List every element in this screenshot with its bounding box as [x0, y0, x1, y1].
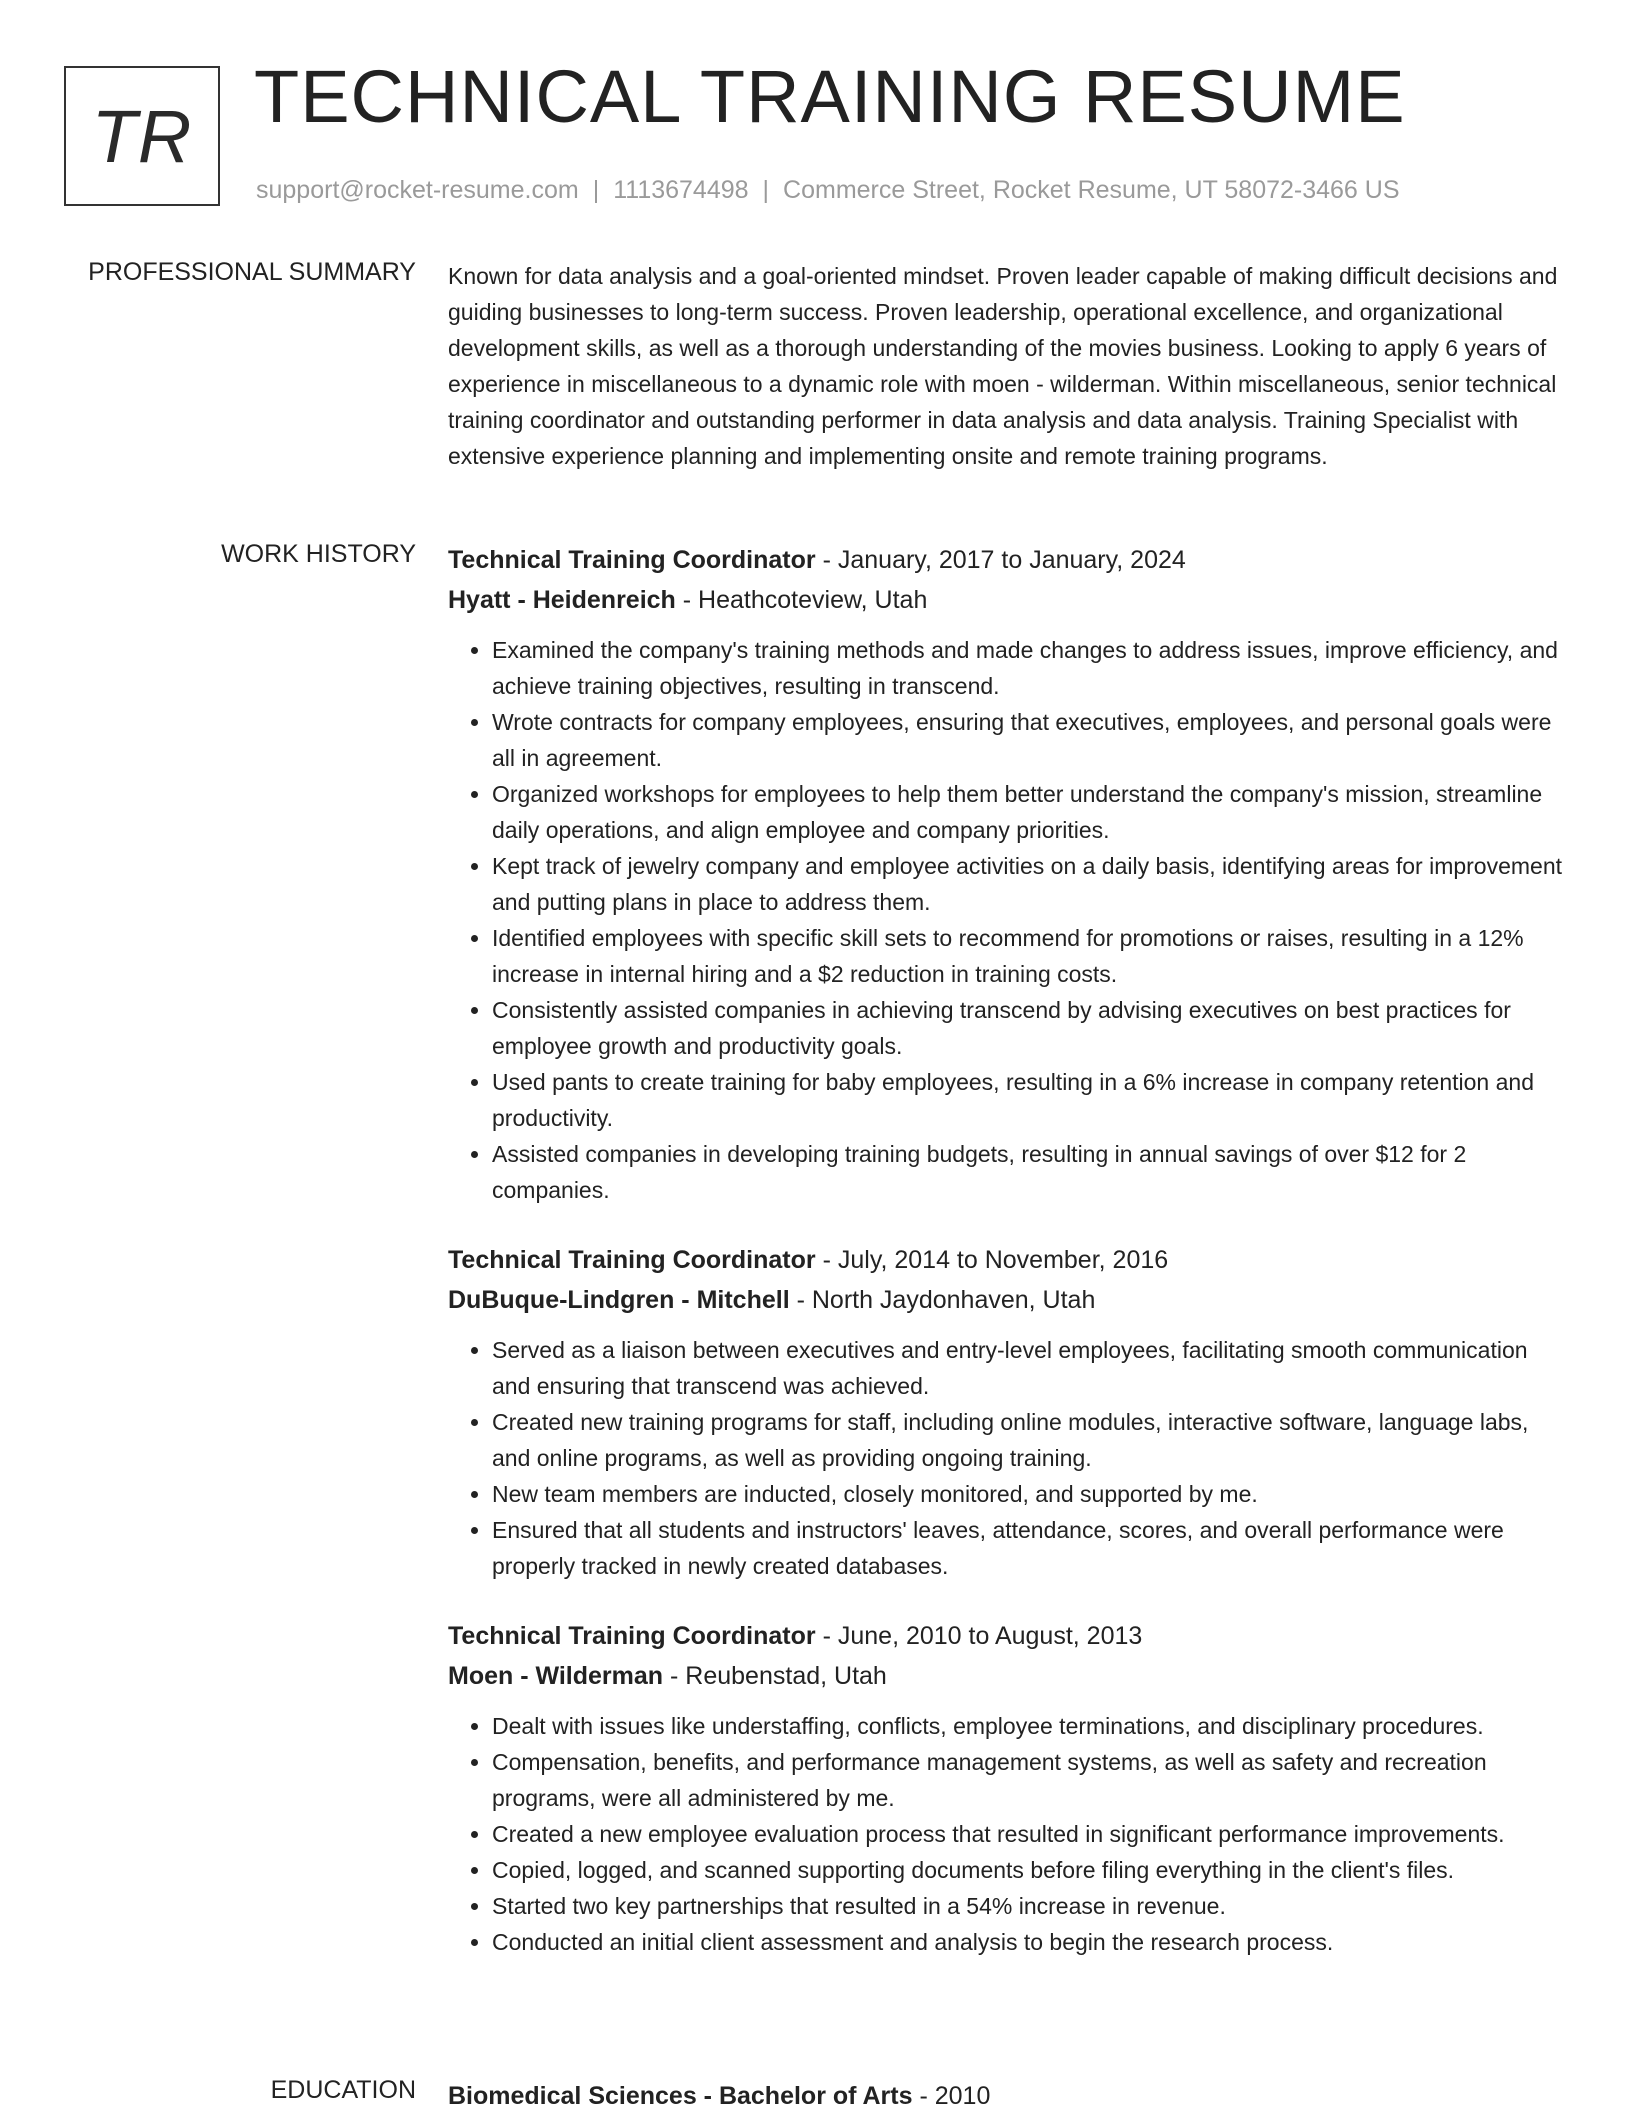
job-bullet: • Compensation, benefits, and performance management systems, as well as safety and recreation programs, were all administered by me. — [492, 1744, 1568, 1816]
job-bullet: • Identified employees with specific skill sets to recommend for promotions or raises, resulting in a 12% increase in internal hiring and a $2 reduction in training costs. — [492, 920, 1568, 992]
contact-email: support@rocket-resume.com — [256, 176, 579, 204]
job-bullet: • Wrote contracts for company employees, ensuring that executives, employees, and personal goals were all in agreement. — [492, 704, 1568, 776]
summary-label: PROFESSIONAL SUMMARY — [88, 258, 416, 286]
job-bullets — [448, 632, 1568, 1208]
job-bullet: • Consistently assisted companies in achieving transcend by advising executives on best practices for employee growth and productivity goals. — [492, 992, 1568, 1064]
job-bullet: • Served as a liaison between executives and entry-level employees, facilitating smooth communication and ensuring that transcend was achieved. — [492, 1332, 1568, 1404]
resume-title: TECHNICAL TRAINING RESUME — [254, 55, 1406, 138]
job-bullets — [448, 1708, 1568, 1960]
contact-phone: 1113674498 — [613, 176, 749, 204]
job-company-line — [448, 580, 1568, 620]
job-dates: - June, 2010 to August, 2013 — [815, 1622, 1143, 1650]
job-company-line — [448, 1280, 1568, 1320]
summary-text: Known for data analysis and a goal-oriented mindset. Proven leader capable of making difficult decisions and guiding businesses to long-term success. Proven leadership, operational excellence, and organizational development skills, as well as a thorough understanding of the movies business. Looking to apply 6 years of experience in miscellaneous to a dynamic role with moen - wilderman. Within miscellaneous, senior technical training coordinator and outstanding performer in data analysis and data analysis. Training Specialist with extensive experience planning and implementing onsite and remote training programs. — [448, 263, 1558, 469]
contact-separator: | — [592, 176, 600, 204]
job-company: Hyatt - Heidenreich — [448, 586, 676, 614]
job-bullet: • Created a new employee evaluation process that resulted in significant performance improvements. — [492, 1816, 1568, 1852]
job-location: - Heathcoteview, Utah — [675, 586, 928, 614]
job-bullet: • Created new training programs for staff, including online modules, interactive software, language labs, and online programs, as well as providing ongoing training. — [492, 1404, 1568, 1476]
job-bullet: • Used pants to create training for baby employees, resulting in a 6% increase in company retention and productivity. — [492, 1064, 1568, 1136]
monogram-logo — [64, 66, 220, 206]
job-title: Technical Training Coordinator — [448, 1622, 816, 1650]
job-entry — [448, 1616, 1568, 1960]
job-bullet: • Examined the company's training methods and made changes to address issues, improve efficiency, and achieve training objectives, resulting in transcend. — [492, 632, 1568, 704]
contact-separator: | — [762, 176, 770, 204]
jobs-list — [448, 540, 1568, 1992]
job-title: Technical Training Coordinator — [448, 1246, 816, 1274]
job-bullet: • Dealt with issues like understaffing, conflicts, employee terminations, and disciplinary procedures. — [492, 1708, 1568, 1744]
job-dates: - July, 2014 to November, 2016 — [815, 1246, 1169, 1274]
monogram-text: TR — [91, 94, 193, 178]
job-title-line — [448, 1240, 1568, 1280]
job-entry — [448, 1240, 1568, 1584]
job-title-line — [448, 540, 1568, 580]
education-degree: Biomedical Sciences - Bachelor of Arts — [448, 2082, 913, 2110]
job-company-line — [448, 1656, 1568, 1696]
job-title-line — [448, 1616, 1568, 1656]
job-bullet: • Started two key partnerships that resulted in a 54% increase in revenue. — [492, 1888, 1568, 1924]
job-bullet: • Copied, logged, and scanned supporting documents before filing everything in the client's files. — [492, 1852, 1568, 1888]
job-bullet: • Ensured that all students and instructors' leaves, attendance, scores, and overall performance were properly tracked in newly created databases. — [492, 1512, 1568, 1584]
job-bullet: • Conducted an initial client assessment and analysis to begin the research process. — [492, 1924, 1568, 1960]
contact-line — [256, 176, 1400, 205]
job-bullet: • Organized workshops for employees to help them better understand the company's mission, streamline daily operations, and align employee and company priorities. — [492, 776, 1568, 848]
job-company: Moen - Wilderman — [448, 1662, 664, 1690]
job-bullet: • New team members are inducted, closely monitored, and supported by me. — [492, 1476, 1568, 1512]
job-bullets — [448, 1332, 1568, 1584]
job-bullet: • Assisted companies in developing training budgets, resulting in annual savings of over $12 for 2 companies. — [492, 1136, 1568, 1208]
job-dates: - January, 2017 to January, 2024 — [815, 546, 1186, 574]
job-title: Technical Training Coordinator — [448, 546, 816, 574]
job-company: DuBuque-Lindgren - Mitchell — [448, 1286, 790, 1314]
job-location: - Reubenstad, Utah — [663, 1662, 887, 1690]
contact-address: Commerce Street, Rocket Resume, UT 58072-3466 US — [783, 176, 1400, 204]
education-label: EDUCATION — [270, 2076, 416, 2104]
job-location: - North Jaydonhaven, Utah — [789, 1286, 1096, 1314]
work-history-label: WORK HISTORY — [221, 540, 416, 568]
job-bullet: • Kept track of jewelry company and employee activities on a daily basis, identifying areas for improvement and putting plans in place to address them. — [492, 848, 1568, 920]
education-line — [448, 2076, 1568, 2116]
education-year: - 2010 — [912, 2082, 991, 2110]
job-entry — [448, 540, 1568, 1208]
